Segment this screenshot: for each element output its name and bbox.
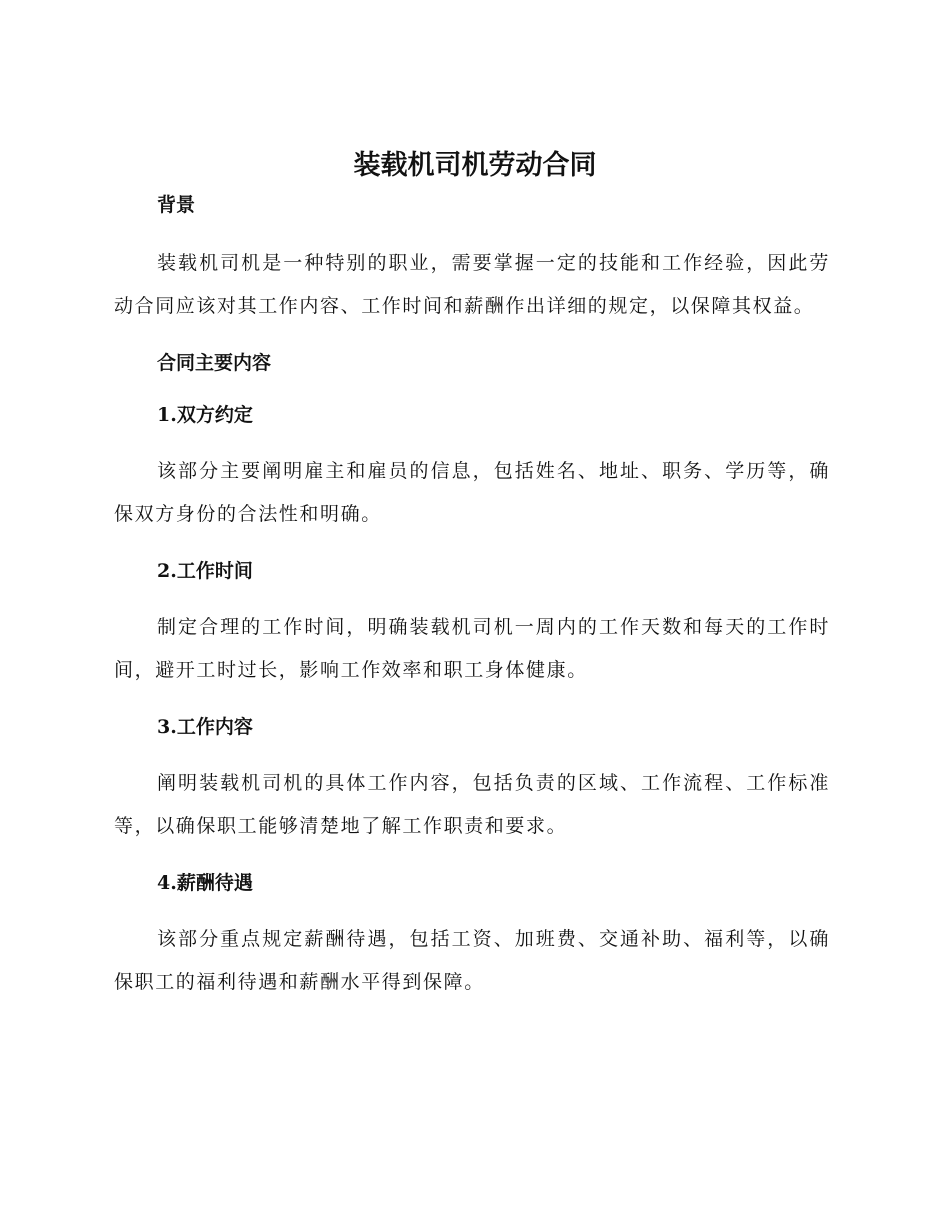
spacer xyxy=(114,536,830,554)
spacer xyxy=(114,432,830,450)
spacer xyxy=(114,848,830,866)
spacer xyxy=(114,900,830,918)
background-paragraph: 装载机司机是一种特别的职业，需要掌握一定的技能和工作经验，因此劳动合同应该对其工作内容、工作时间和薪酬作出详细的规定，以保障其权益。 xyxy=(114,252,830,317)
working-hours-paragraph: 制定合理的工作时间，明确装载机司机一周内的工作天数和每天的工作时间，避开工时过长，影响工作效率和职工身体健康。 xyxy=(114,616,830,681)
spacer xyxy=(114,222,830,242)
section-heading-mutual-agreement: 1.双方约定 xyxy=(157,404,253,426)
compensation-paragraph: 该部分重点规定薪酬待遇，包括工资、加班费、交通补助、福利等，以确保职工的福利待遇和薪酬水平得到保障。 xyxy=(114,928,830,993)
mutual-agreement-paragraph: 该部分主要阐明雇主和雇员的信息，包括姓名、地址、职务、学历等，确保双方身份的合法性和明确。 xyxy=(114,460,830,525)
section-heading-compensation: 4.薪酬待遇 xyxy=(157,872,253,894)
document-body xyxy=(114,188,830,1004)
section-heading-main-content: 合同主要内容 xyxy=(157,352,272,374)
job-content-paragraph: 阐明装载机司机的具体工作内容，包括负责的区域、工作流程、工作标准等，以确保职工能够清楚地了解工作职责和要求。 xyxy=(114,772,830,837)
document-title: 装载机司机劳动合同 xyxy=(353,150,597,181)
spacer xyxy=(114,588,830,606)
section-heading-job-content: 3.工作内容 xyxy=(157,716,253,738)
spacer xyxy=(114,744,830,762)
spacer xyxy=(114,380,830,398)
spacer xyxy=(114,692,830,710)
section-heading-background: 背景 xyxy=(157,194,196,216)
section-heading-working-hours: 2.工作时间 xyxy=(157,560,253,582)
spacer xyxy=(114,328,830,346)
